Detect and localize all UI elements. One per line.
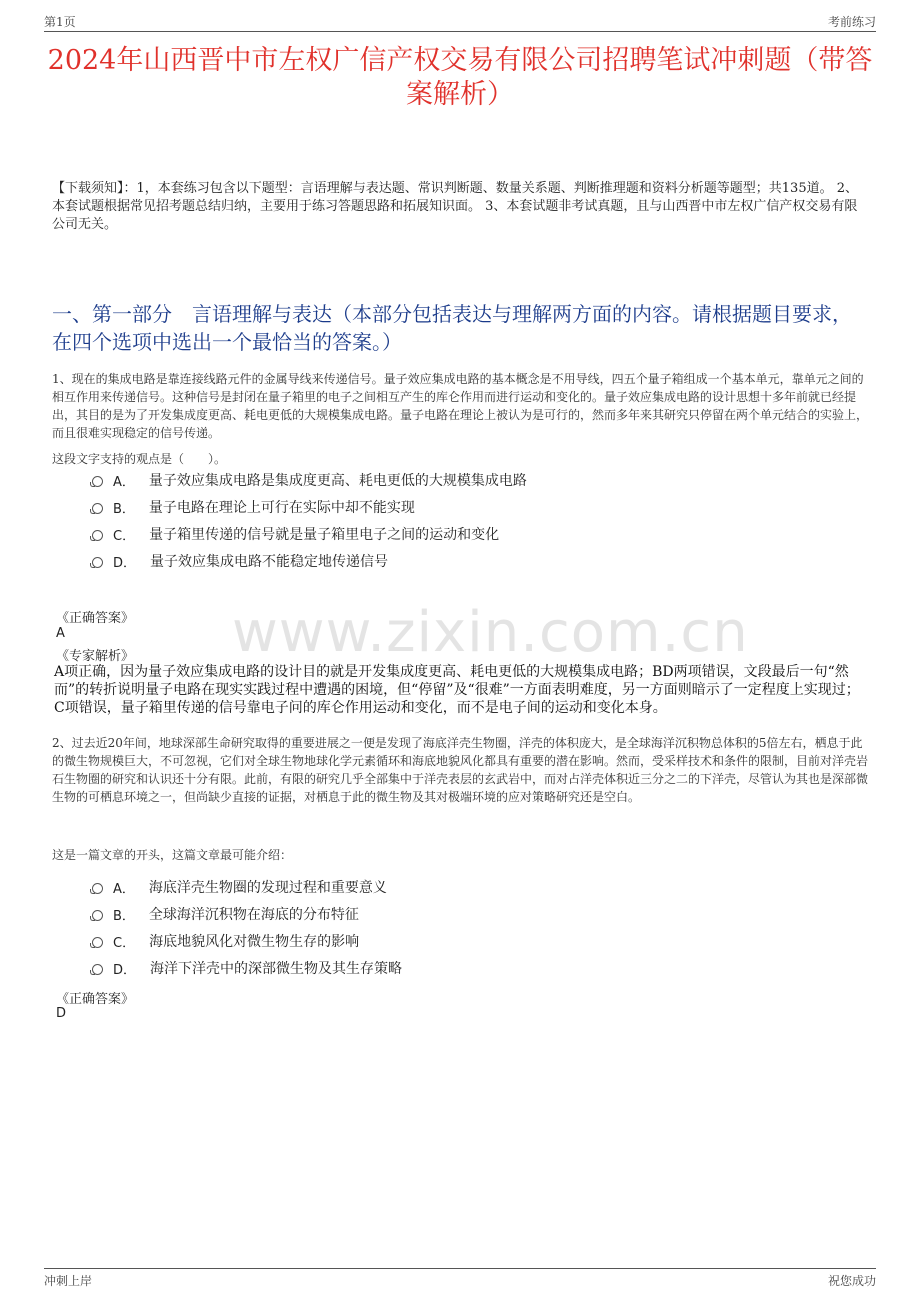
question-1-answer: A xyxy=(56,626,65,641)
option-letter: D． xyxy=(113,555,137,571)
question-1-analysis: A项正确，因为量子效应集成电路的设计目的就是开发集成度更高、耗电更低的大规模集成电路；BD两项错误，文段最后一句“然而”的转折说明量子电路在现实实践过程中遭遇的困境，但“停留”及“很难”一方面表明难度，另一方面则暗示了一定程度上实现过；C项错误，量子箱里传递的信号靠电子问的库仑作用运动和变化，而不是电子间的运动和变化本身。 xyxy=(54,664,860,716)
watermark: www.zixin.com.cn xyxy=(232,600,749,665)
option-text: 海洋下洋壳中的深部微生物及其生存策略 xyxy=(150,961,403,977)
question-2-prompt: 这是一篇文章的开头，这篇文章最可能介绍： xyxy=(52,848,293,862)
question-1-analysis-label: 《专家解析》 xyxy=(56,649,135,664)
radio-icon[interactable] xyxy=(92,883,103,894)
question-1-answer-label: 《正确答案》 xyxy=(56,611,135,626)
option-text: 量子效应集成电路是集成度更高、耗电更低的大规模集成电路 xyxy=(148,473,527,489)
question-2-stem: 2、过去近20年间，地球深部生命研究取得的重要进展之一便是发现了海底洋壳生物圈，洋壳的体积庞大，是全球海洋沉积物总体积的5倍左右，栖息于此的微生物规模巨大，不可忽视，它们对全球生物地球化学元素循环和海底地貌风化都具有重要的潜在影响。然而，受采样技术和条件的限制，目前对洋壳岩石生物圈的研究和认识还十分有限。此前，有限的研究几乎全部集中于洋壳表层的玄武岩中，而对占洋壳体积近三分之二的下洋壳，尽管认为其也是深部微生物的可栖息环境之一，但尚缺少直接的证据，对栖息于此的微生物及其对极端环境的应对策略研究还是空白。 xyxy=(52,736,869,804)
question-1-prompt: 这段文字支持的观点是（ ）。 xyxy=(52,452,227,466)
option-text: 海底地貌风化对微生物生存的影响 xyxy=(149,934,360,950)
option-letter: B． xyxy=(113,908,135,924)
section-heading: 一、第一部分 言语理解与表达（本部分包括表达与理解两方面的内容。请根据题目要求，在四个选项中选出一个最恰当的答案。） xyxy=(52,302,852,354)
header-label: 考前练习 xyxy=(827,15,876,29)
option-letter: A． xyxy=(113,881,135,897)
option-letter: C． xyxy=(113,935,136,951)
option-text: 海底洋壳生物圈的发现过程和重要意义 xyxy=(148,880,387,896)
radio-icon[interactable] xyxy=(92,476,103,487)
question-2-option-c[interactable] xyxy=(92,931,359,951)
page-number: 第1页 xyxy=(44,15,76,29)
question-1-stem: 1、现在的集成电路是靠连接线路元件的金属导线来传递信号。量子效应集成电路的基本概念是不用导线，四五个量子箱组成一个基本单元，靠单元之间的相互作用来传递信号。这种信号是封闭在量子箱里的电子之间相互产生的库仑作用而进行运动和变化的。量子效应集成电路的设计思想十多年前就已经提出，其目的是为了开发集成度更高、耗电更低的大规模集成电路。量子电路在理论上被认为是可行的，然而多年来其研究只停留在两个单元结合的实验上，而且很难实现稳定的信号传递。 xyxy=(52,372,869,440)
footer-right: 祝您成功 xyxy=(827,1274,876,1288)
question-2-option-d[interactable] xyxy=(92,958,402,978)
option-text: 全球海洋沉积物在海底的分布特征 xyxy=(148,907,359,923)
option-letter: B． xyxy=(113,501,135,517)
radio-icon[interactable] xyxy=(92,530,103,541)
radio-icon[interactable] xyxy=(92,964,103,975)
radio-icon[interactable] xyxy=(92,937,103,948)
option-text: 量子电路在理论上可行在实际中却不能实现 xyxy=(148,500,415,516)
question-1-option-d[interactable] xyxy=(92,551,388,571)
question-2-answer-label: 《正确答案》 xyxy=(56,992,135,1007)
download-notice: 【下载须知】：1，本套练习包含以下题型：言语理解与表达题、常识判断题、数量关系题、判断推理题和资料分析题等题型；共135道。 2、本套试题根据常见招考题总结归纳，主要用于练习答题思路和拓展知识面。 3、本套试题非考试真题，且与山西晋中市左权广信产权交易有限公司无关。 xyxy=(52,181,858,232)
radio-icon[interactable] xyxy=(92,503,103,514)
radio-icon[interactable] xyxy=(92,910,103,921)
question-1-option-b[interactable] xyxy=(92,497,415,517)
footer-left: 冲刺上岸 xyxy=(44,1274,93,1288)
question-2-answer: D xyxy=(56,1006,67,1021)
question-2-option-b[interactable] xyxy=(92,904,359,924)
option-letter: A． xyxy=(113,474,135,490)
page-footer xyxy=(44,1268,876,1288)
option-letter: D． xyxy=(113,962,137,978)
document-title: 2024年山西晋中市左权广信产权交易有限公司招聘笔试冲刺题（带答案解析） xyxy=(47,45,873,110)
question-1-option-a[interactable] xyxy=(92,470,527,490)
page-header xyxy=(44,13,876,32)
question-2-option-a[interactable] xyxy=(92,877,387,897)
question-1-option-c[interactable] xyxy=(92,524,499,544)
option-text: 量子箱里传递的信号就是量子箱里电子之间的运动和变化 xyxy=(149,527,500,543)
option-text: 量子效应集成电路不能稳定地传递信号 xyxy=(150,554,389,570)
radio-icon[interactable] xyxy=(92,557,103,568)
option-letter: C． xyxy=(113,528,136,544)
